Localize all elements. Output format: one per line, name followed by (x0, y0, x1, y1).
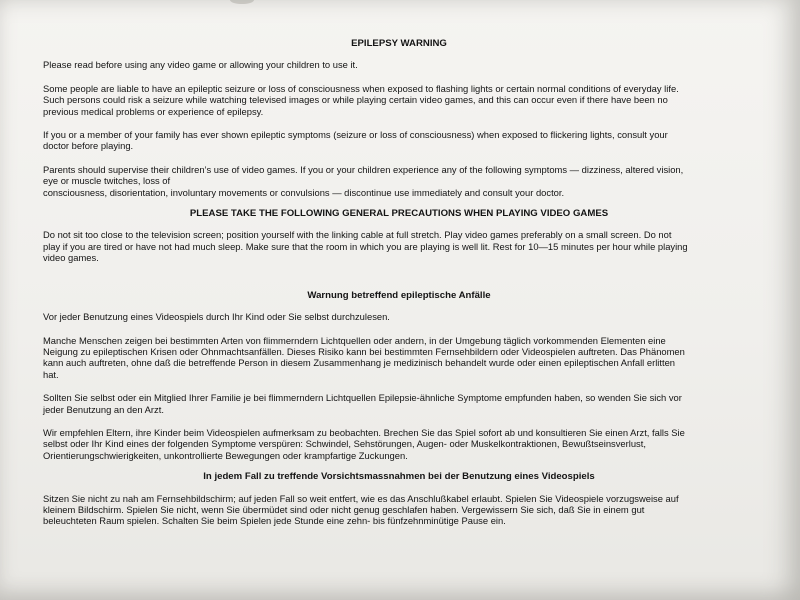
text-line: consciousness, disorientation, involuntary movements or convulsions — discontinue use immediately and consult your doctor. (43, 186, 565, 198)
paper-mark (230, 0, 254, 4)
de-precautions-title: In jedem Fall zu treffende Vorsichtsmassnahmen bei der Benutzung eines Videospiels (203, 471, 595, 483)
de-paragraph-family-history (43, 392, 755, 415)
text-line: beleuchteten Raum spielen. Schalten Sie beim Spielen jede Stunde eine zehn- bis fünfzehnminütige Pause ein. (43, 515, 506, 527)
de-warning-title: Warnung betreffend epileptische Anfälle (307, 289, 491, 301)
text-line: doctor before playing. (43, 140, 134, 152)
de-paragraph-parents (43, 427, 755, 461)
text-line: kann auch auftreten, ohne daß die betreffende Person in diesem Zusammenhang je medizinisch behandelt wurde oder einen epileptischen Anfall erlitten (43, 357, 676, 369)
en-paragraph-parents (43, 164, 755, 198)
en-paragraph-precautions (43, 229, 755, 263)
en-precautions-title: PLEASE TAKE THE FOLLOWING GENERAL PRECAUTIONS WHEN PLAYING VIDEO GAMES (189, 208, 609, 220)
document-content (43, 38, 755, 527)
text-line: Parents should supervise their children’s use of video games. If you or your children experience any of the following symptoms — dizziness, altered vision, (43, 163, 684, 175)
text-line: Orientierungschwierigkeiten, unkontrollierte Bewegungen oder krampfartige Zuckungen. (43, 449, 408, 461)
text-line: eye or muscle twitches, loss of (43, 175, 171, 187)
text-line: If you or a member of your family has ever shown epileptic symptoms (seizure or loss of consciousness) when exposed to flickering lights, consult your (43, 129, 668, 141)
text-line: previous medical problems or experience of epilepsy. (43, 105, 264, 117)
de-paragraph-seizure-risk (43, 335, 755, 381)
text-line: Neigung zu epileptischen Krisen oder Ohnmachtsanfällen. Dieses Risiko kann bei bestimmten Fernsehbildern oder Videospielen auftreten. Das Phänomen (43, 345, 685, 357)
text-line: Such persons could risk a seizure while watching televised images or while playing certain video games, and this can occur even if there have been no (43, 94, 668, 106)
text-line: hat. (43, 368, 59, 380)
text-line: play if you are tired or have not had much sleep. Make sure that the room in which you are playing is well lit. Rest for 10—15 minutes per hour while playing (43, 240, 688, 252)
en-intro: Please read before using any video game or allowing your children to use it. (43, 59, 358, 71)
epilepsy-warning-title: EPILEPSY WARNING (351, 38, 447, 49)
text-line: Some people are liable to have an epileptic seizure or loss of consciousness when exposed to flashing lights or certain normal conditions of everyday life. (43, 82, 679, 94)
text-line: Sollten Sie selbst oder ein Mitglied Ihrer Familie je bei flimmerndern Lichtquellen Epilepsie-ähnliche Symptome empfunden haben, so wenden Sie sich vor (43, 392, 682, 404)
en-paragraph-family-history (43, 129, 755, 152)
text-line: selbst oder Ihr Kind eines der folgenden Symptome verspüren: Schwindel, Sehstörungen, Augen- oder Muskelkontraktionen, Bewußtseinsverlust, (43, 438, 646, 450)
text-line: Manche Menschen zeigen bei bestimmten Arten von flimmerndern Lichtquellen oder andern, in der Umgebung täglich vorkommenden Elementen eine (43, 334, 666, 346)
text-line: kleinem Bildschirm. Spielen Sie nicht, wenn Sie übermüdet sind oder nicht genug geschlafen haben. Vergewissern Sie sich, daß Sie in einem gut (43, 503, 645, 515)
text-line: video games. (43, 252, 99, 264)
de-paragraph-precautions (43, 493, 755, 527)
text-line: Sitzen Sie nicht zu nah am Fernsehbildschirm; auf jeden Fall so weit entfert, wie es das Anschlußkabel erlaubt. Spielen Sie Videospiele vorzugsweise auf (43, 492, 679, 504)
en-paragraph-seizure-risk (43, 83, 755, 117)
de-intro: Vor jeder Benutzung eines Videospiels durch Ihr Kind oder Sie selbst durchzulesen. (43, 311, 390, 323)
text-line: Wir empfehlen Eltern, ihre Kinder beim Videospielen aufmerksam zu beobachten. Brechen Sie das Spiel sofort ab und konsultieren Sie einen Arzt, falls Sie (43, 426, 685, 438)
text-line: jeder Benutzung an den Arzt. (43, 403, 164, 415)
text-line: Do not sit too close to the television screen; position yourself with the linking cable at full stretch. Play video games preferably on a small screen. Do not (43, 229, 672, 241)
